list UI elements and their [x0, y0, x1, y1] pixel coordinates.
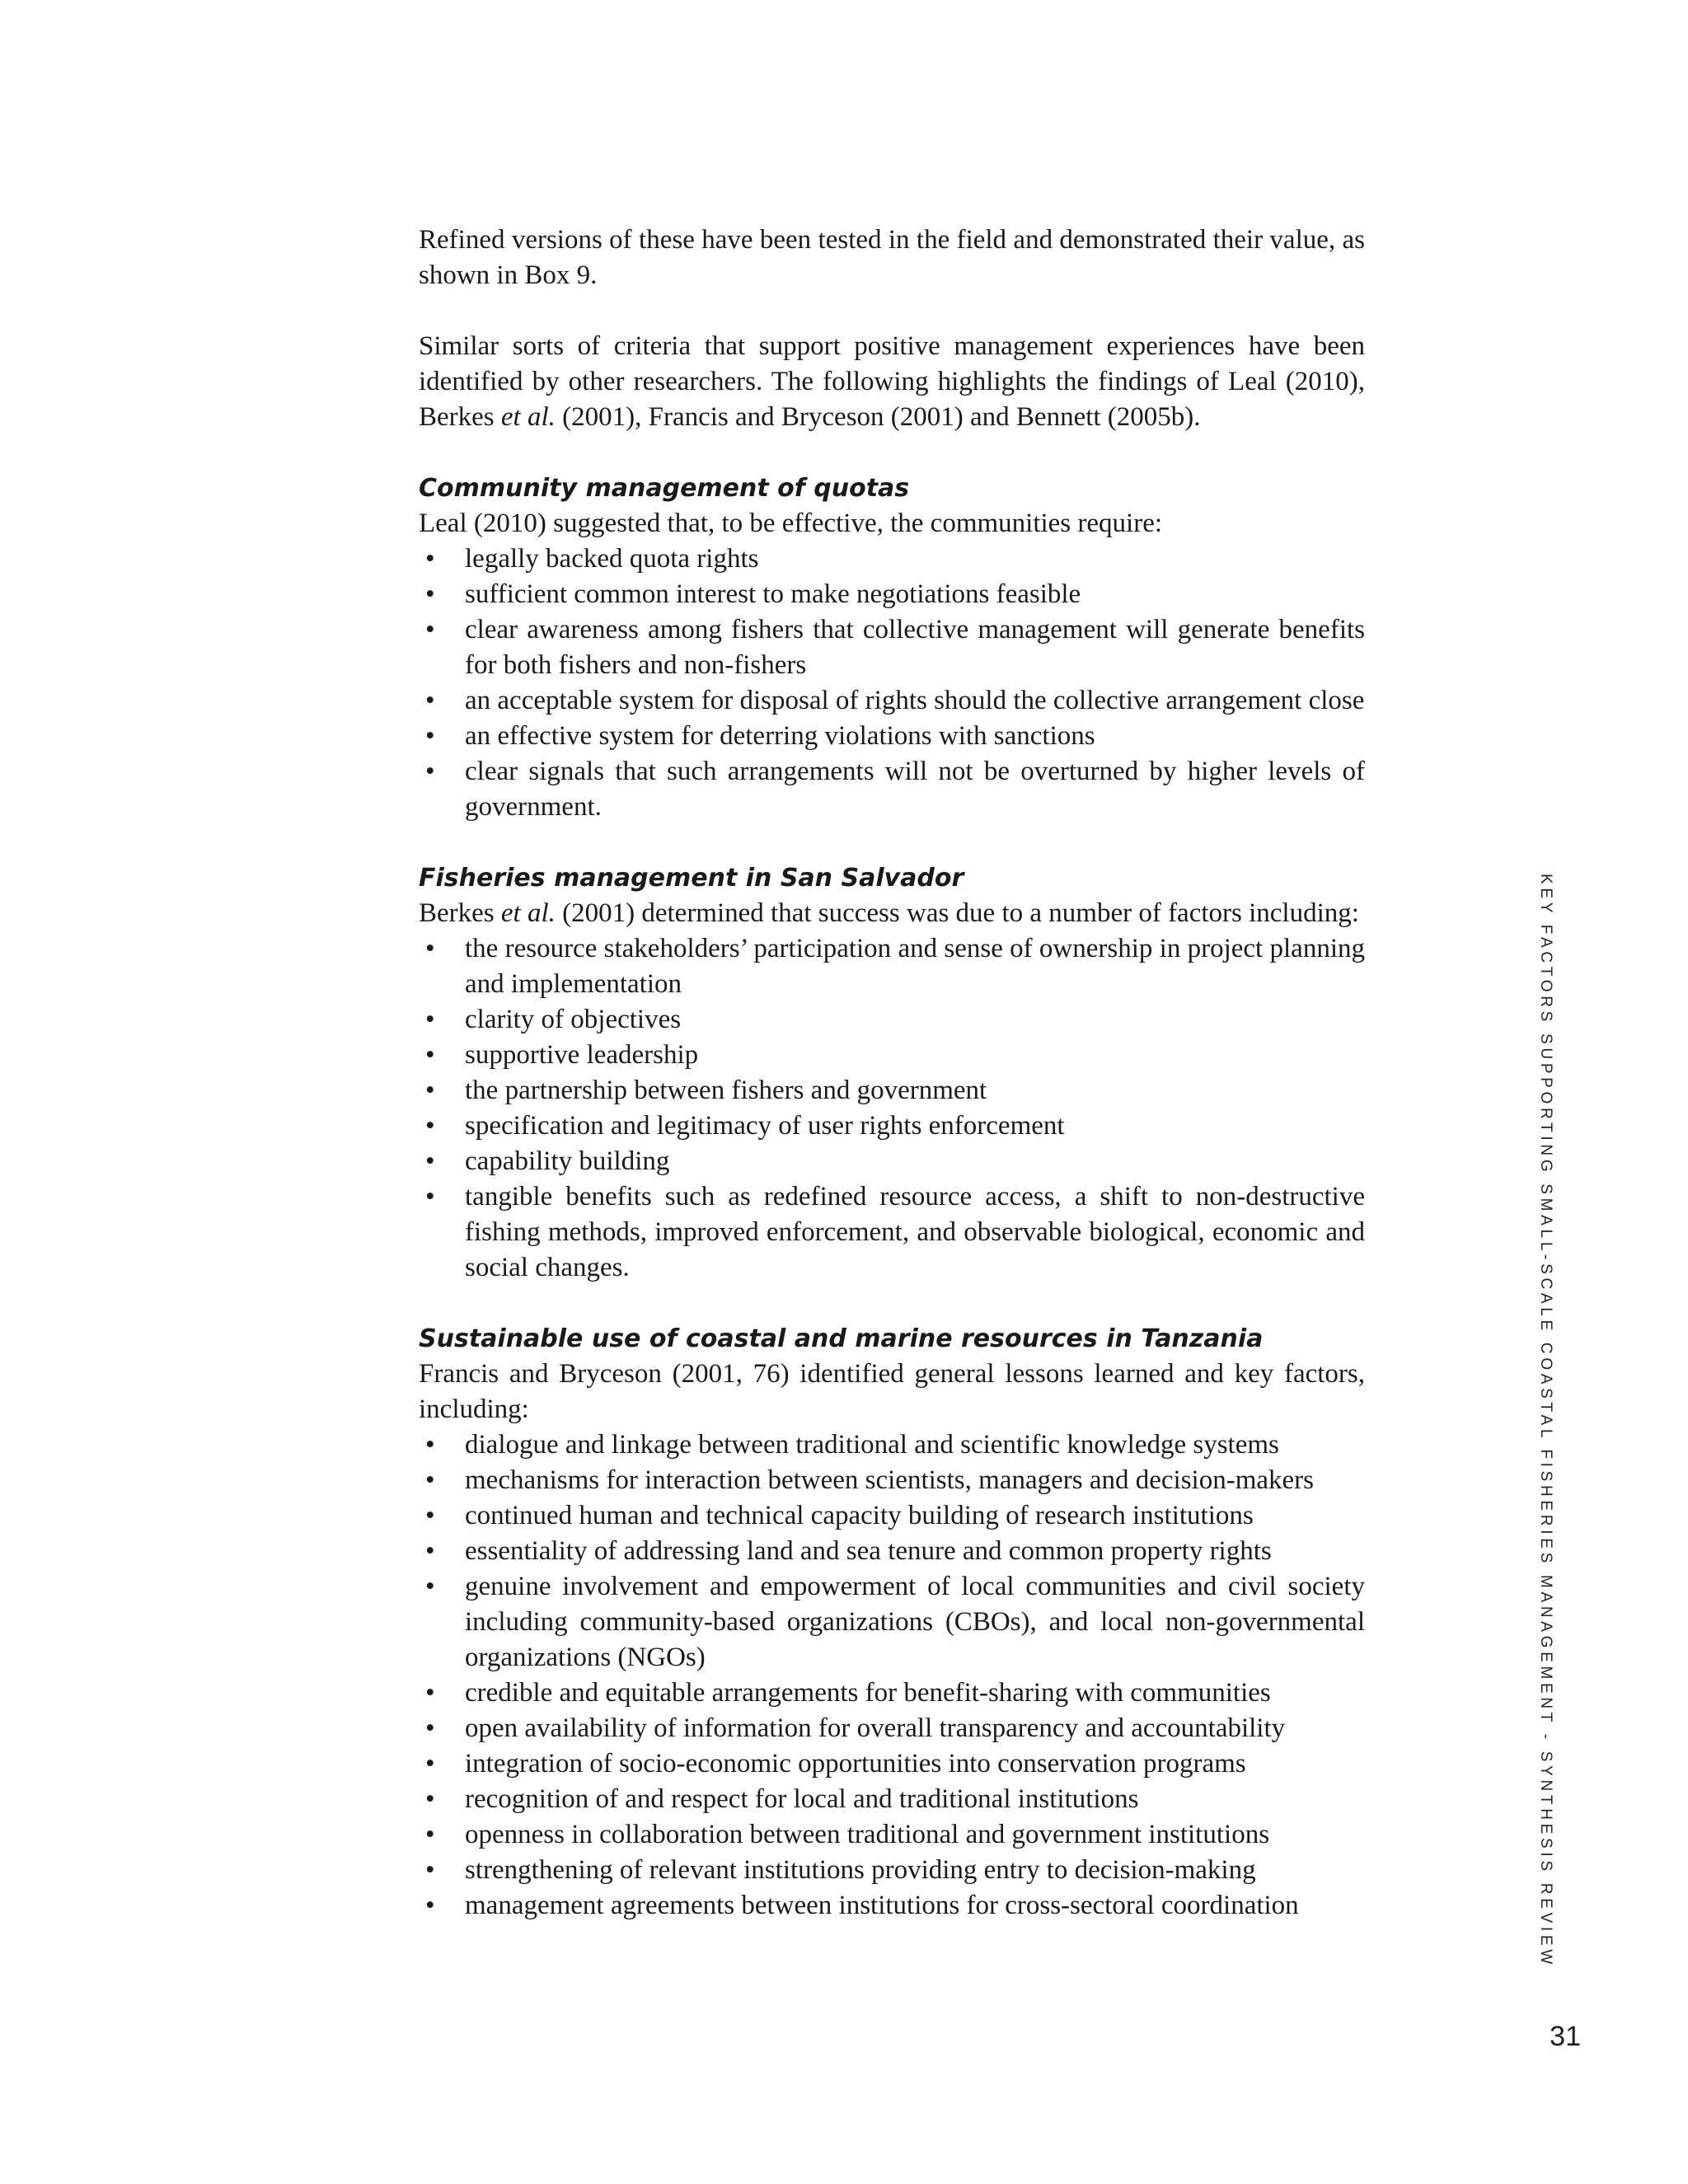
- intro-et-al: et al.: [500, 402, 556, 432]
- list-item: • continued human and technical capacity building of research institutions: [419, 1498, 1365, 1534]
- san-salvador-list: [419, 931, 1365, 1286]
- intro-text-b: (2001), Francis and Bryceson (2001) and Bennett (2005b).: [555, 402, 1201, 432]
- list-item: • the partnership between fishers and government: [419, 1073, 1365, 1108]
- list-item: • open availability of information for overall transparency and accountability: [419, 1711, 1365, 1746]
- list-item: • essentiality of addressing land and sea tenure and common property rights: [419, 1534, 1365, 1569]
- section-heading-tanzania: Sustainable use of coastal and marine resources in Tanzania: [419, 1324, 1264, 1353]
- intro-paragraph-1: Refined versions of these have been tested in the field and demonstrated their value, as shown in Box 9.: [419, 225, 1365, 290]
- list-item: • management agreements between institutions for cross-sectoral coordination: [419, 1888, 1365, 1924]
- list-item: • recognition of and respect for local and traditional institutions: [419, 1782, 1365, 1817]
- section-heading-quotas: Community management of quotas: [419, 474, 910, 503]
- list-item: • clarity of objectives: [419, 1002, 1365, 1038]
- section-heading-san-salvador: Fisheries management in San Salvador: [419, 864, 964, 893]
- list-item: • clear awareness among fishers that collective management will generate benefits for both fishers and non-fishers: [419, 612, 1365, 683]
- list-item: • clear signals that such arrangements will not be overturned by higher levels of government.: [419, 754, 1365, 825]
- list-item: • the resource stakeholders’ participation and sense of ownership in project planning and implementation: [419, 931, 1365, 1002]
- list-item: • legally backed quota rights: [419, 541, 1365, 577]
- list-item: • sufficient common interest to make negotiations feasible: [419, 577, 1365, 612]
- section-intro-tanzania: Francis and Bryceson (2001, 76) identified general lessons learned and key factors, including:: [419, 1359, 1365, 1424]
- tanzania-list: [419, 1427, 1365, 1924]
- list-item: • mechanisms for interaction between scientists, managers and decision-makers: [419, 1463, 1365, 1498]
- list-item: • dialogue and linkage between traditional and scientific knowledge systems: [419, 1427, 1365, 1463]
- section2-et-al: et al.: [500, 898, 556, 928]
- list-item: • strengthening of relevant institutions providing entry to decision-making: [419, 1853, 1365, 1888]
- list-item: • an acceptable system for disposal of rights should the collective arrangement close: [419, 683, 1365, 719]
- running-side-title: KEY FACTORS SUPPORTING SMALL-SCALE COASTAL FISHERIES MANAGEMENT - SYNTHESIS REVIEW: [1537, 874, 1554, 1968]
- section-intro-san-salvador: [419, 896, 1365, 931]
- section2-intro-b: (2001) determined that success was due to a number of factors including:: [555, 898, 1359, 928]
- quotas-list: [419, 541, 1365, 825]
- list-item: • supportive leadership: [419, 1038, 1365, 1073]
- list-item: • openness in collaboration between traditional and government institutions: [419, 1817, 1365, 1853]
- list-item: • credible and equitable arrangements for benefit-sharing with communities: [419, 1675, 1365, 1711]
- list-item: • tangible benefits such as redefined resource access, a shift to non-destructive fishing methods, improved enforcement, and observable biological, economic and social changes.: [419, 1179, 1365, 1286]
- page-number: 31: [1550, 2021, 1581, 2052]
- intro-paragraph-2: [419, 329, 1365, 435]
- list-item: • genuine involvement and empowerment of local communities and civil society including community-based organizations (CBOs), and local non-governmental organizations (NGOs): [419, 1569, 1365, 1675]
- intro-text-a: Similar sorts of criteria that support positive management experiences have been identified by other researchers. The following highlights the findings of Leal (2010), Berkes: [419, 331, 1365, 432]
- list-item: • an effective system for deterring violations with sanctions: [419, 719, 1365, 754]
- list-item: • specification and legitimacy of user rights enforcement: [419, 1108, 1365, 1144]
- section2-intro-a: Berkes: [419, 898, 501, 928]
- list-item: • capability building: [419, 1144, 1365, 1179]
- list-item: • integration of socio-economic opportunities into conservation programs: [419, 1746, 1365, 1782]
- main-text: [419, 223, 1365, 1924]
- section-intro-quotas: Leal (2010) suggested that, to be effective, the communities require:: [419, 509, 1163, 538]
